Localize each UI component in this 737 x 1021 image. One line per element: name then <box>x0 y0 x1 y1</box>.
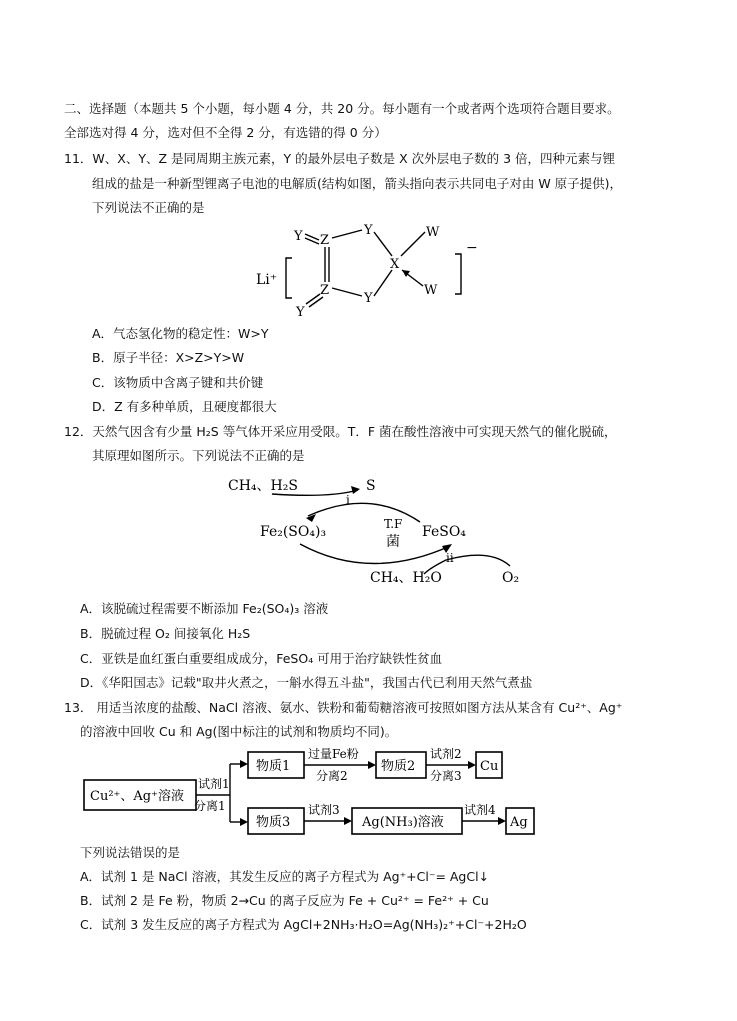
q13-agnh3: Ag(NH₃)溶液 <box>362 815 444 830</box>
q13-sub2: 物质2 <box>381 759 416 774</box>
q11-option-c: C．该物质中含离子键和共价键 <box>92 375 264 390</box>
q13-option-b: B．试剂 2 是 Fe 粉，物质 2→Cu 的离子反应为 Fe + Cu²⁺ = Fe²⁺ + Cu <box>80 893 489 908</box>
q12-option-b: B．脱硫过程 O₂ 间接氧化 H₂S <box>80 626 251 641</box>
q11-fig-w-top: W <box>426 225 440 240</box>
q13-stem-line-2: 的溶液中回收 Cu 和 Ag(图中标注的试剂和物质均不同)。 <box>80 724 398 739</box>
q12-cycle-figure <box>220 470 540 590</box>
q12-fig-top-right: S <box>366 478 376 494</box>
q12-fig-left: Fe₂(SO₄)₃ <box>260 524 327 540</box>
q12-option-d: D．《华阳国志》记载"取井火煮之，一斛水得五斗盐"，我国古代已利用天然气煮盐 <box>80 675 533 690</box>
q12-option-c: C．亚铁是血红蛋白重要组成成分，FeSO₄ 可用于治疗缺铁性贫血 <box>80 651 443 666</box>
q12-top-arrowhead <box>351 486 360 494</box>
q11-fig-x: X <box>390 257 400 272</box>
q11-fig-y-top-left: Y <box>294 229 303 244</box>
q11-option-a: A．气态氢化物的稳定性：W>Y <box>92 326 269 341</box>
q12-fig-center-2: 菌 <box>386 534 400 550</box>
q13-fe: 过量Fe粉 <box>308 747 359 761</box>
q11-fig-y-top: Y <box>364 223 373 238</box>
q11-fig-y-bottom-left: Y <box>296 305 305 320</box>
q11-fig-charge: − <box>466 240 478 256</box>
q13-reagent3: 试剂3 <box>308 803 340 817</box>
q11-right-bracket <box>455 254 461 294</box>
q13-sep3: 分离3 <box>430 769 462 783</box>
q11-option-b: B．原子半径：X>Z>Y>W <box>92 350 245 365</box>
q13-start-label: Cu²⁺、Ag⁺溶液 <box>90 789 184 804</box>
q12-fig-right: FeSO₄ <box>422 524 466 540</box>
q13-ag: Ag <box>510 815 528 830</box>
q13-prompt: 下列说法错误的是 <box>80 845 181 860</box>
section-header-line-2: 全部选对得 4 分，选对但不全得 2 分，有选错的得 0 分） <box>64 125 387 140</box>
q13-option-a: A．试剂 1 是 NaCl 溶液，其发生反应的离子方程式为 Ag⁺+Cl⁻= AgCl↓ <box>80 869 490 884</box>
q11-fig-z-bottom: Z <box>320 283 330 298</box>
q11-fig-li: Li⁺ <box>256 272 278 288</box>
q13-reagent2: 试剂2 <box>430 747 462 761</box>
q13-sep2: 分离2 <box>316 769 348 783</box>
q11-fig-y-bottom: Y <box>364 291 373 306</box>
q12-fig-bottom-left: CH₄、H₂O <box>370 570 442 586</box>
q13-flow-figure <box>80 746 550 840</box>
q12-fig-step-i: i <box>346 493 350 507</box>
q13-stem-line-1: 13． 用适当浓度的盐酸、NaCl 溶液、氨水、铁粉和葡萄糖溶液可按照如图方法从某含有 Cu²⁺、Ag⁺ <box>64 700 623 715</box>
q11-left-bracket <box>286 258 292 298</box>
q11-structure-figure <box>250 218 490 323</box>
q13-sep1: 分离1 <box>194 799 226 813</box>
q11-stem-line-2: 组成的盐是一种新型锂离子电池的电解质(结构如图，箭头指向表示共同电子对由 W 原子提供)， <box>92 176 623 191</box>
q11-fig-w-bottom: W <box>424 283 438 298</box>
q11-stem-line-3: 下列说法不正确的是 <box>92 200 205 215</box>
q12-option-a: A．该脱硫过程需要不断添加 Fe₂(SO₄)₃ 溶液 <box>80 601 329 616</box>
q11-option-d: D．Z 有多种单质，且硬度都很大 <box>92 399 277 414</box>
q12-fig-top-left: CH₄、H₂S <box>228 478 298 494</box>
q13-cu: Cu <box>480 759 499 774</box>
q12-lower-arc <box>300 544 450 564</box>
q12-stem-line-1: 12．天然气因含有少量 H₂S 等气体开采应用受限。T．F 菌在酸性溶液中可实现天然气的催化脱硫， <box>64 424 617 439</box>
section-header-line-1: 二、选择题（本题共 5 个小题，每小题 4 分，共 20 分。每小题有一个或者两个选项符合题目要求。 <box>64 101 620 116</box>
q13-option-c: C．试剂 3 发生反应的离子方程式为 AgCl+2NH₃·H₂O=Ag(NH₃)₂⁺+Cl⁻+2H₂O <box>80 917 527 932</box>
q11-fig-z-top: Z <box>320 233 330 248</box>
q12-fig-bottom-right: O₂ <box>502 570 520 586</box>
q13-sub3: 物质3 <box>256 815 291 830</box>
q13-sub1: 物质1 <box>256 759 291 774</box>
q13-reagent4: 试剂4 <box>464 803 496 817</box>
q12-stem-line-2: 其原理如图所示。下列说法不正确的是 <box>92 448 305 463</box>
q12-fig-step-ii: ii <box>446 551 454 565</box>
q13-reagent1: 试剂1 <box>198 777 230 791</box>
q12-fig-center-1: T.F <box>384 517 403 531</box>
q12-upper-arc <box>308 503 420 522</box>
q11-stem-line-1: 11．W、X、Y、Z 是同周期主族元素，Y 的最外层电子数是 X 次外层电子数的 3 倍，四种元素与锂 <box>64 151 616 166</box>
